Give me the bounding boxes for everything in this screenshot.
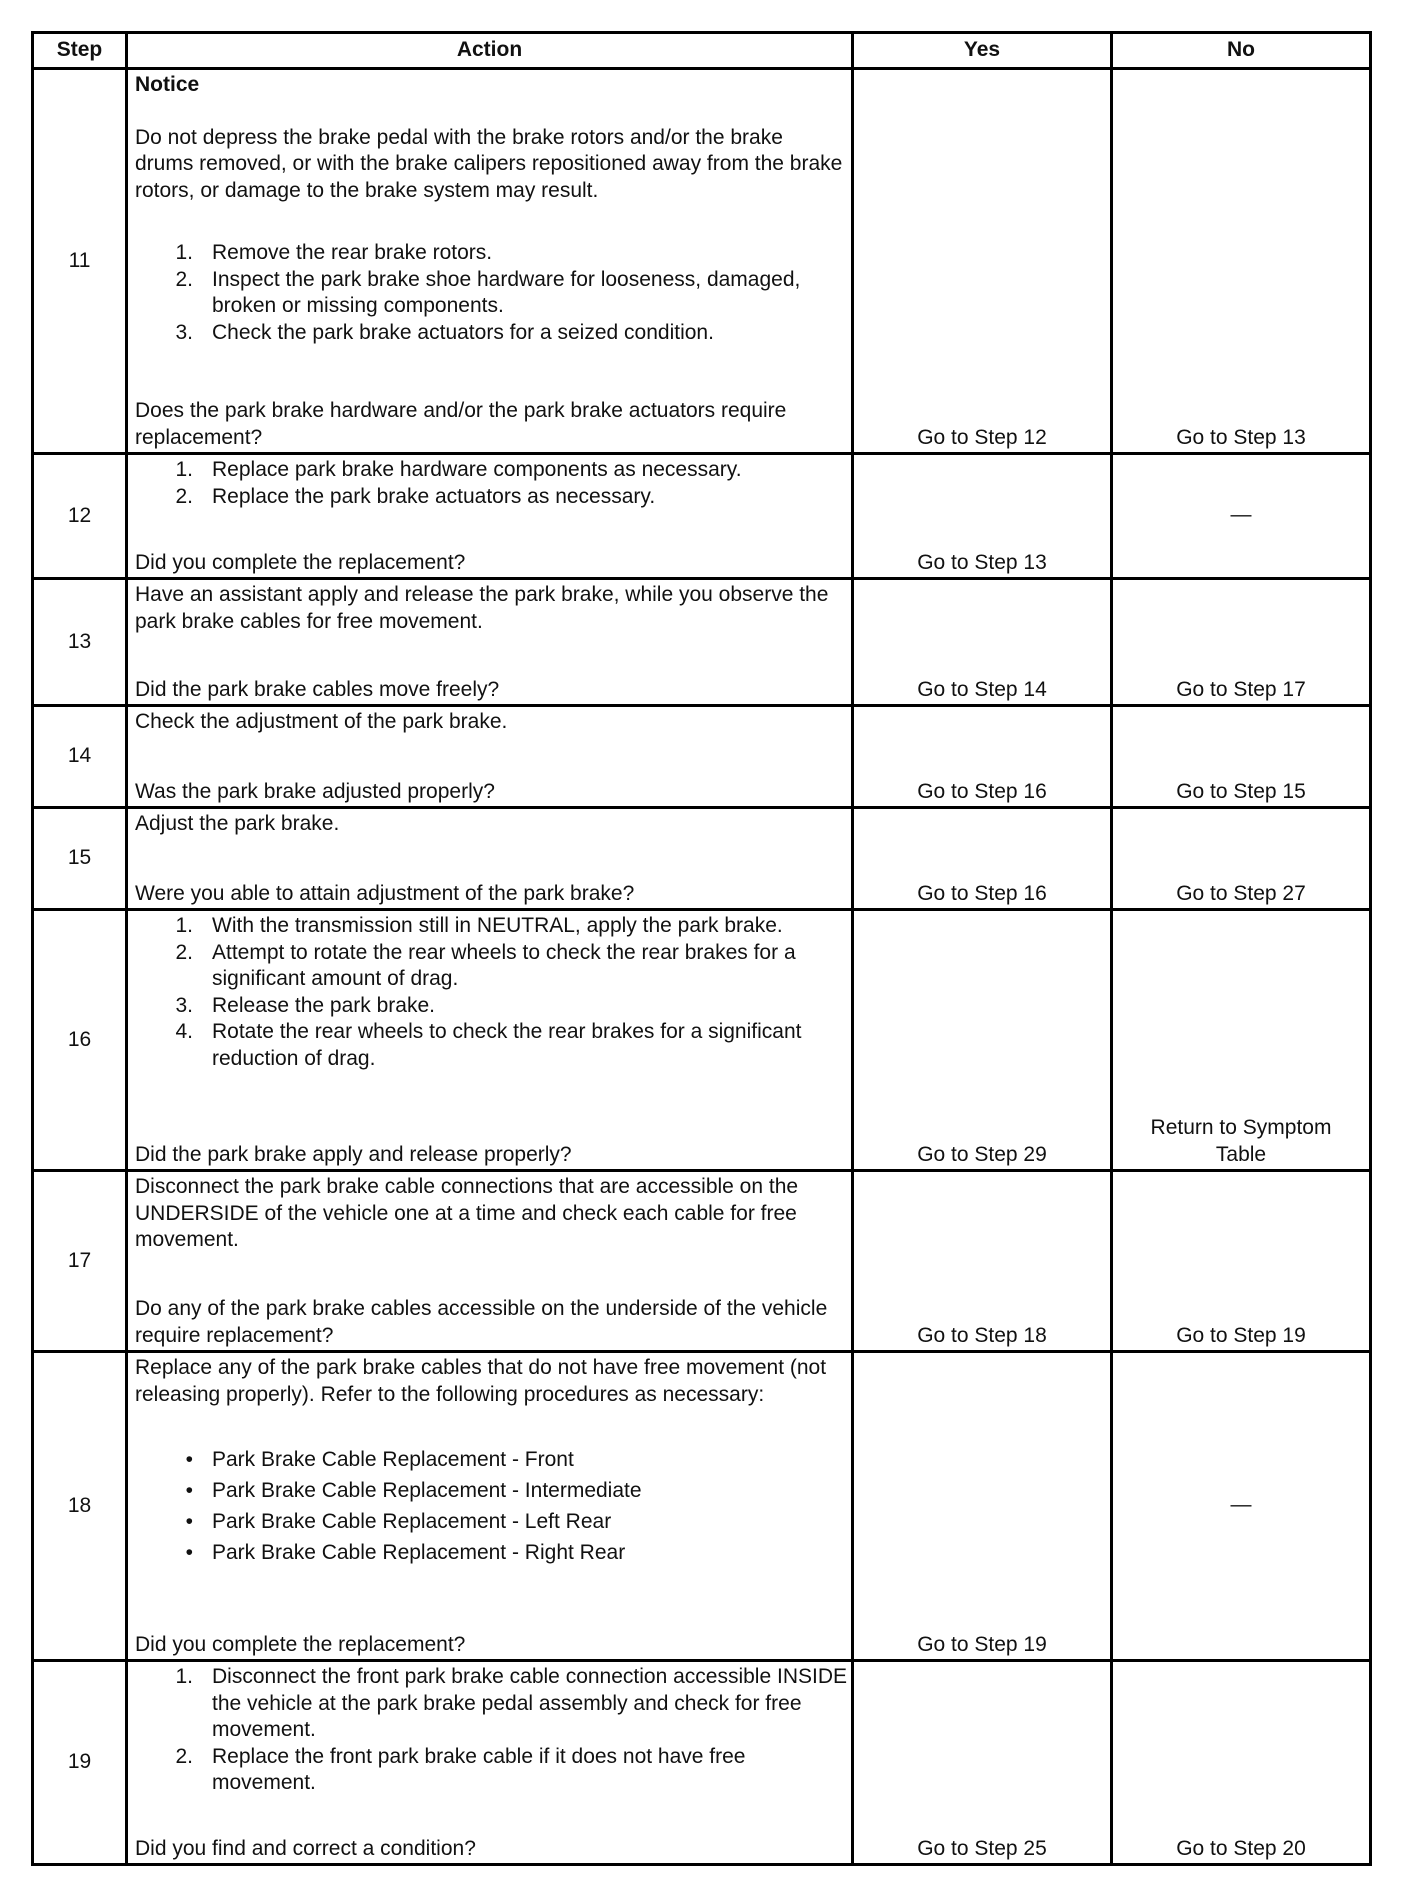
action-cell [127,69,853,454]
step-number: 14 [33,706,127,808]
yes-result: Go to Step 29 [853,910,1112,1171]
question-text: Do any of the park brake cables accessible on the underside of the vehicle require replacement? [135,1297,828,1347]
step-number: 17 [33,1171,127,1352]
step-number: 11 [33,69,127,454]
question-text: Was the park brake adjusted properly? [135,779,495,803]
table-row [33,706,1371,808]
yes-result: Go to Step 14 [853,579,1112,706]
procedure-link-list [135,1444,847,1568]
procedure-list [135,457,847,510]
diagnostic-table [31,31,1372,1866]
no-result: Go to Step 19 [1112,1171,1371,1352]
table-row [33,910,1371,1171]
yes-result: Go to Step 18 [853,1171,1112,1352]
no-result: Go to Step 17 [1112,579,1371,706]
procedure-list [135,913,847,1072]
yes-result: Go to Step 12 [853,69,1112,454]
no-result: — [1112,454,1371,579]
question-text: Did you find and correct a condition? [135,1836,476,1860]
action-text: Have an assistant apply and release the park brake, while you observe the park brake cables for free movement. [135,583,829,633]
table-row [33,808,1371,910]
step-number: 12 [33,454,127,579]
question-text: Were you able to attain adjustment of the park brake? [135,881,635,905]
header-no: No [1112,33,1371,69]
procedure-list [135,1664,847,1797]
step-number: 16 [33,910,127,1171]
no-result: Go to Step 27 [1112,808,1371,910]
procedure-list [135,240,847,346]
list-item: 2. Attempt to rotate the rear wheels to check the rear brakes for a significant amount of drag. [175,940,796,990]
no-result: Go to Step 13 [1112,69,1371,454]
header-yes: Yes [853,33,1112,69]
action-cell [127,454,853,579]
list-item: 4. Rotate the rear wheels to check the rear brakes for a significant reduction of drag. [175,1020,802,1070]
action-text: Disconnect the park brake cable connections that are accessible on the UNDERSIDE of the vehicle one at a time and check each cable for free movement. [135,1175,799,1251]
yes-result: Go to Step 16 [853,706,1112,808]
notice-title: Notice [135,73,200,96]
table-row [33,1171,1371,1352]
header-step: Step [33,33,127,69]
yes-result: Go to Step 13 [853,454,1112,579]
list-item: 2. Replace the front park brake cable if it does not have free movement. [175,1744,746,1794]
list-item: • Park Brake Cable Replacement - Intermediate [185,1479,642,1502]
list-item: 1. Disconnect the front park brake cable connection accessible INSIDE the vehicle at the park brake pedal assembly and check for free movement. [175,1665,847,1741]
yes-result: Go to Step 19 [853,1352,1112,1661]
action-text: Adjust the park brake. [135,812,340,835]
action-text: Check the adjustment of the park brake. [135,710,508,733]
question-text: Does the park brake hardware and/or the park brake actuators require replacement? [135,399,787,449]
step-number: 18 [33,1352,127,1661]
step-number: 15 [33,808,127,910]
list-item: 3. Release the park brake. [175,993,435,1017]
list-item: 1. Replace park brake hardware components as necessary. [175,458,742,481]
list-item: 1. With the transmission still in NEUTRAL, apply the park brake. [175,914,783,937]
no-result: Go to Step 20 [1112,1661,1371,1865]
list-item: 3. Check the park brake actuators for a seized condition. [175,320,714,344]
table-row [33,1661,1371,1865]
question-text: Did the park brake apply and release properly? [135,1142,572,1166]
question-text: Did you complete the replacement? [135,550,466,574]
list-item: • Park Brake Cable Replacement - Front [185,1448,574,1471]
notice-text: Do not depress the brake pedal with the brake rotors and/or the brake drums removed, or with the brake calipers repositioned away from the brake rotors, or damage to the brake system may result. [135,125,843,202]
step-number: 19 [33,1661,127,1865]
step-number: 13 [33,579,127,706]
list-item: 2. Inspect the park brake shoe hardware for looseness, damaged, broken or missing components. [175,267,801,317]
table-row [33,69,1371,454]
action-cell [127,808,853,910]
list-item: 2. Replace the park brake actuators as necessary. [175,484,656,508]
table-row [33,579,1371,706]
table-row [33,454,1371,579]
yes-result: Go to Step 16 [853,808,1112,910]
header-action: Action [127,33,853,69]
action-cell [127,910,853,1171]
question-text: Did you complete the replacement? [135,1632,466,1656]
yes-result: Go to Step 25 [853,1661,1112,1865]
list-item: 1. Remove the rear brake rotors. [175,241,493,264]
action-cell [127,579,853,706]
table-row [33,1352,1371,1661]
list-item: • Park Brake Cable Replacement - Right Rear [185,1541,626,1564]
header-row [33,33,1371,69]
action-cell [127,1661,853,1865]
question-text: Did the park brake cables move freely? [135,677,500,701]
no-result: Return to Symptom Table [1112,910,1371,1171]
action-cell [127,706,853,808]
action-cell [127,1352,853,1661]
no-result: — [1112,1352,1371,1661]
list-item: • Park Brake Cable Replacement - Left Rear [185,1510,612,1533]
action-text: Replace any of the park brake cables that do not have free movement (not releasing properly). Refer to the following procedures as necessary: [135,1356,827,1406]
action-cell [127,1171,853,1352]
no-result: Go to Step 15 [1112,706,1371,808]
